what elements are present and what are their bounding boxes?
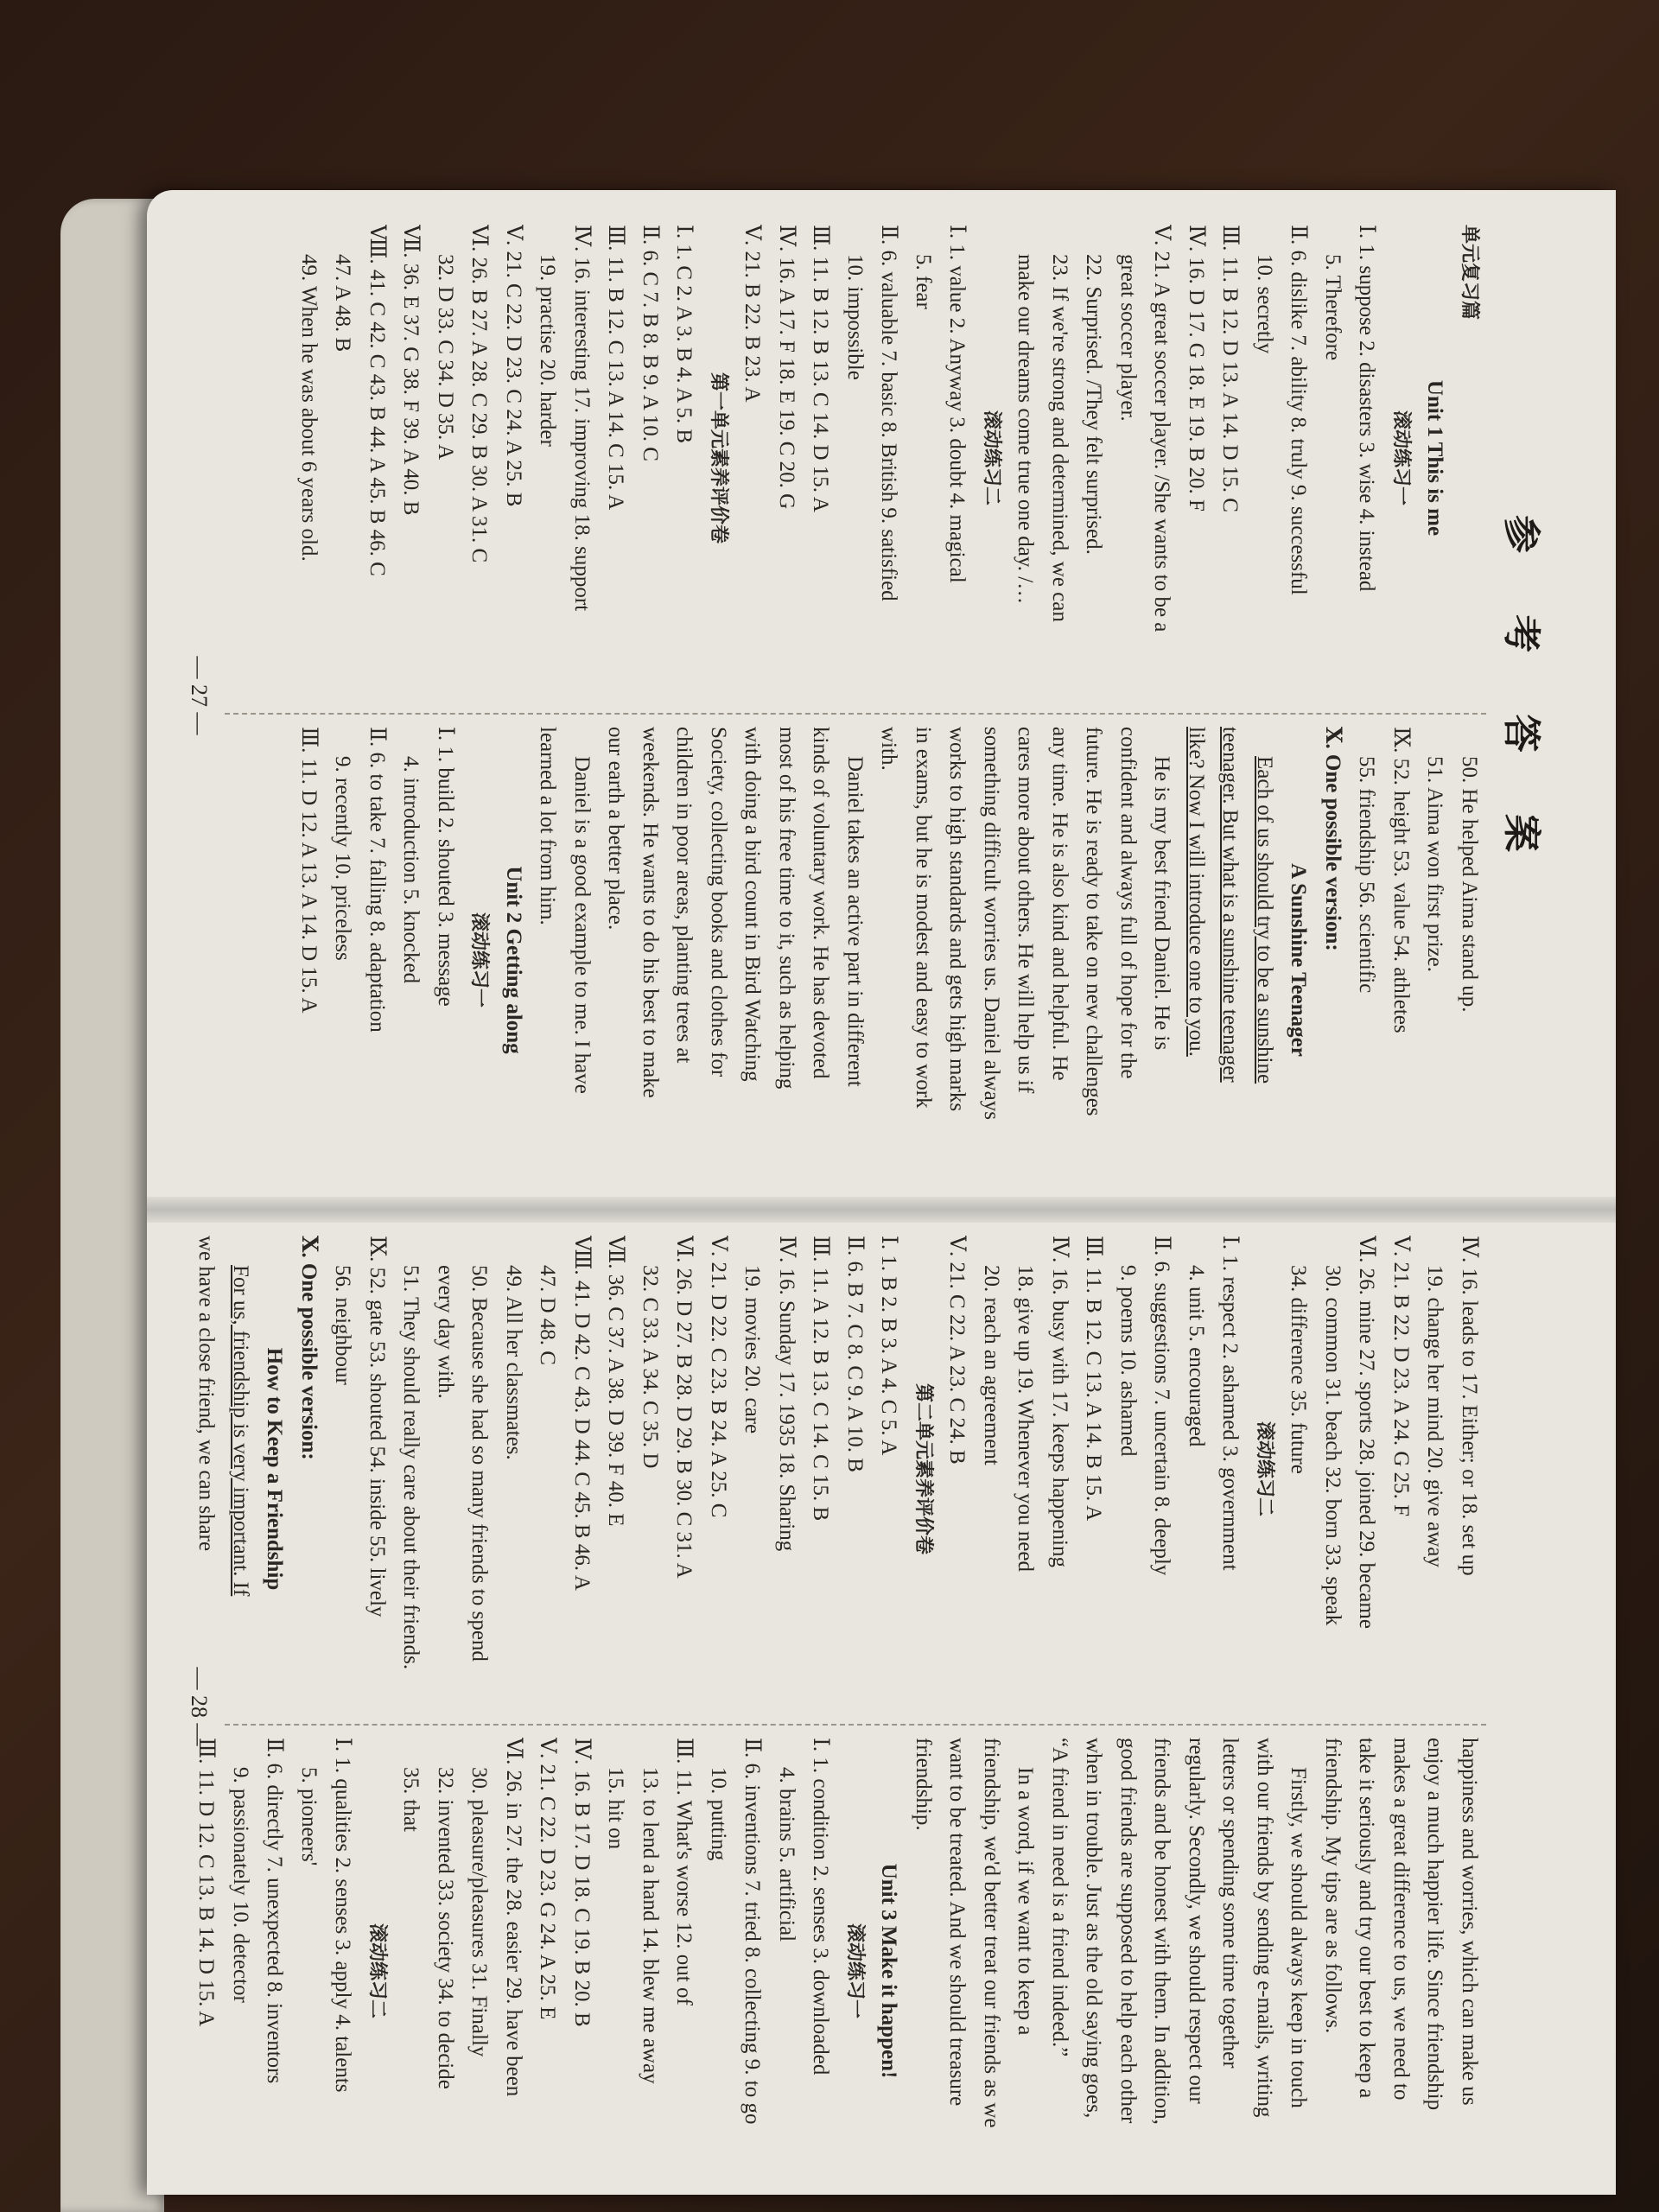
- answer-line: 5. Therefore: [1321, 254, 1344, 361]
- answer-line: kinds of voluntary work. He has devoted: [809, 727, 833, 1079]
- answer-line: 32. D 33. C 34. D 35. A: [434, 254, 457, 461]
- answer-line: regularly. Secondly, we should respect our: [1185, 1738, 1208, 2104]
- answer-line: Daniel takes an active part in different: [843, 756, 867, 1087]
- answer-line: want to be treated. And we should treasure: [945, 1738, 969, 2107]
- answer-line: with.: [877, 727, 901, 771]
- answer-line: 9. recently 10. priceless: [331, 756, 355, 961]
- answer-line: 滚动练习一: [844, 1923, 866, 2018]
- answer-line: Ⅲ. 11. D 12. A 13. A 14. D 15. A: [297, 727, 321, 1014]
- answer-line: Ⅹ. One possible version:: [297, 1236, 321, 1460]
- answer-line: 10. putting: [707, 1767, 730, 1861]
- answer-line: Ⅷ. 41. D 42. C 43. D 44. C 45. B 46. A: [570, 1236, 594, 1591]
- answer-line: take it seriously and try our best to keep a: [1355, 1738, 1379, 2099]
- answer-line: 49. All her classmates.: [502, 1265, 525, 1460]
- answer-line: happiness and worries, which can make us: [1458, 1738, 1481, 2106]
- answer-line: Each of us should try to be a sunshine: [1253, 756, 1276, 1084]
- answer-line: Ⅲ. 11. A 12. B 13. C 14. C 15. B: [809, 1236, 833, 1522]
- answer-line: enjoy a much happier life. Since friendship: [1423, 1738, 1447, 2111]
- answer-line: Ⅸ. 52. height 53. value 54. athletes: [1389, 727, 1413, 1033]
- answer-line: with our friends by sending e-mails, writing: [1253, 1738, 1276, 2118]
- answer-line: Ⅰ. 1. suppose 2. disasters 3. wise 4. instead: [1355, 225, 1379, 592]
- answer-line: 50. He helped Aima stand up.: [1458, 756, 1481, 1013]
- answer-line: 51. They should really care about their friends.: [399, 1265, 423, 1670]
- answer-line: friendship. My tips are as follows.: [1321, 1738, 1344, 2034]
- answer-line: 32. C 33. A 34. C 35. D: [639, 1265, 662, 1469]
- answer-line: every day with.: [434, 1265, 457, 1399]
- answer-line: “A friend in need is a friend indeed.”: [1048, 1738, 1071, 2057]
- answer-line: in exams, but he is modest and easy to work: [912, 727, 935, 1109]
- answer-line: something difficult worries us. Daniel always: [980, 727, 1003, 1121]
- answer-line: Ⅳ. 16. busy with 17. keeps happening: [1048, 1236, 1071, 1567]
- page-28-left-column: [189, 1236, 1486, 1702]
- answer-line: good friends are supposed to help each other: [1116, 1738, 1140, 2124]
- answer-line: Ⅲ. 11. B 12. D 13. A 14. D 15. C: [1218, 225, 1243, 512]
- answer-line: Unit 1 This is me: [1423, 379, 1447, 537]
- answer-line: A Sunshine Teenager: [1287, 863, 1311, 1057]
- answer-line: Ⅱ. 6. valuable 7. basic 8. British 9. satisfied: [877, 225, 901, 601]
- answer-line: works to high standards and gets high marks: [945, 727, 969, 1112]
- answer-line: Ⅳ. 16. A 17. F 18. E 19. C 20. G: [775, 225, 798, 510]
- answer-line: Ⅶ. 36. E 37. G 38. F 39. A 40. B: [399, 225, 423, 516]
- answer-line: 滚动练习二: [1254, 1421, 1275, 1516]
- answer-line: Ⅵ. 26. B 27. A 28. C 29. B 30. A 31. C: [467, 225, 492, 563]
- answer-line: Ⅰ. 1. condition 2. senses 3. downloaded: [809, 1738, 833, 2075]
- answer-line: 单元复习篇: [1459, 225, 1480, 321]
- answer-line: Ⅱ. 6. to take 7. falling 8. adaptation: [365, 727, 389, 1033]
- answer-line: Ⅵ. 26. mine 27. sports 28. joined 29. became: [1355, 1236, 1379, 1629]
- page-number: — 28 —: [187, 1667, 212, 1746]
- answer-line: Ⅹ. One possible version:: [1321, 727, 1344, 951]
- answer-line: Society, collecting books and clothes for: [707, 727, 730, 1077]
- answer-line: Ⅴ. 21. C 22. D 23. C 24. A 25. B: [502, 225, 525, 507]
- page-number: — 27 —: [187, 656, 212, 735]
- answer-line: 51. Aima won first prize.: [1423, 756, 1447, 972]
- answer-line: 35. that: [399, 1767, 423, 1832]
- answer-line: Ⅱ. 6. inventions 7. tried 8. collecting 9. to go: [741, 1738, 765, 2125]
- answer-line: 30. common 31. beach 32. born 33. speak: [1321, 1265, 1344, 1626]
- answer-line: Ⅳ. 16. D 17. G 18. E 19. B 20. F: [1185, 225, 1208, 512]
- rotated-content: [181, 207, 1564, 2195]
- answer-line: like? Now I will introduce one to you.: [1185, 727, 1208, 1057]
- answer-line: Ⅲ. 11. B 12. B 13. C 14. D 15. A: [809, 225, 833, 512]
- answer-line: 34. difference 35. future: [1287, 1265, 1311, 1474]
- answer-line: Ⅱ. 6. directly 7. unexpected 8. inventors: [263, 1738, 287, 2084]
- answer-line: 滚动练习二: [366, 1923, 388, 2018]
- answer-line: Ⅰ. 1. value 2. Anyway 3. doubt 4. magical: [945, 225, 969, 583]
- answer-line: He is my best friend Daniel. He is: [1150, 756, 1174, 1051]
- answer-line: For us, friendship is very important. If: [229, 1265, 252, 1597]
- answer-line: Ⅳ. 16. B 17. D 18. C 19. B 20. B: [570, 1738, 594, 2027]
- page-27-left-column: [292, 225, 1487, 691]
- answer-line: letters or spending some time together: [1218, 1738, 1243, 2069]
- answer-line: friendship, we'd better treat our friends as we: [980, 1738, 1003, 2128]
- answer-line: Ⅷ. 41. C 42. C 43. B 44. A 45. B 46. C: [365, 225, 389, 576]
- answer-line: 15. hit on: [604, 1767, 628, 1850]
- answer-line: 10. impossible: [843, 254, 867, 380]
- answer-line: friendship.: [912, 1738, 935, 1831]
- answer-line: makes a great difference to us, we need to: [1389, 1738, 1413, 2101]
- answer-line: 5. fear: [912, 254, 935, 309]
- answer-line: 滚动练习一: [468, 912, 491, 1007]
- answer-line: 9. passionately 10. detector: [229, 1767, 252, 2003]
- answer-line: 19. movies 20. care: [741, 1265, 765, 1434]
- answer-line: when in trouble. Just as the old saying goes,: [1082, 1738, 1106, 2119]
- page-title: 参 考 答 案: [1499, 515, 1543, 876]
- answer-line: we have a close friend, we can share: [194, 1236, 219, 1552]
- answer-line: 55. friendship 56. scientific: [1355, 756, 1379, 994]
- answer-line: 滚动练习一: [1390, 410, 1412, 505]
- answer-line: with doing a bird count in Bird Watching: [741, 727, 765, 1082]
- page-28: [181, 1218, 1564, 2195]
- answer-line: 50. Because she had so many friends to spend: [467, 1265, 492, 1662]
- answer-line: most of his free time to it, such as helping: [775, 727, 798, 1090]
- answer-line: Ⅱ. 6. C 7. B 8. B 9. A 10. C: [639, 225, 662, 461]
- answer-line: weekends. He wants to do his best to make: [639, 727, 662, 1098]
- answer-line: confident and always full of hope for the: [1116, 727, 1140, 1079]
- answer-line: Ⅴ. 21. D 22. C 23. B 24. A 25. C: [707, 1236, 730, 1518]
- answer-line: Ⅳ. 16. interesting 17. improving 18. support: [570, 225, 594, 612]
- answer-line: 4. brains 5. artificial: [775, 1767, 798, 1942]
- answer-line: 30. pleasure/pleasures 31. Finally: [467, 1767, 492, 2057]
- answer-line: teenager. But what is a sunshine teenager: [1218, 727, 1243, 1083]
- answer-line: Ⅴ. 21. B 22. B 23. A: [741, 225, 765, 403]
- answer-line: 20. reach an agreement: [980, 1265, 1003, 1465]
- answer-line: 5. pioneers': [297, 1767, 321, 1866]
- answer-line: Ⅱ. 6. B 7. C 8. C 9. A 10. B: [843, 1236, 867, 1472]
- answer-line: 4. introduction 5. knocked: [399, 756, 423, 984]
- answer-line: Unit 3 Make it happen!: [877, 1863, 901, 2079]
- answer-line: Ⅵ. 26. in 27. the 28. easier 29. have been: [502, 1738, 525, 2097]
- answer-line: 9. poems 10. ashamed: [1116, 1265, 1140, 1457]
- answer-line: 滚动练习二: [981, 410, 1002, 505]
- answer-line: Daniel is a good example to me. I have: [570, 756, 594, 1094]
- answer-line: Ⅲ. 11. D 12. C 13. B 14. D 15. A: [194, 1738, 219, 2027]
- answer-line: How to Keep a Friendship: [263, 1347, 287, 1591]
- answer-line: Ⅲ. 11. What's worse 12. out of: [672, 1738, 696, 2005]
- answer-line: 32. invented 33. society 34. to decide: [434, 1767, 457, 2089]
- answer-line: Ⅴ. 21. C 22. A 23. C 24. B: [945, 1236, 969, 1465]
- answer-line: Ⅳ. 16. leads to 17. Either; or 18. set up: [1458, 1236, 1481, 1576]
- answer-line: 13. to lend a hand 14. blew me away: [639, 1767, 662, 2084]
- answer-line: Ⅱ. 6. dislike 7. ability 8. truly 9. successful: [1287, 225, 1311, 595]
- page-28-right-column: [194, 1724, 1486, 2204]
- answer-line: 47. A 48. B: [331, 254, 355, 353]
- answer-line: Ⅰ. 1. B 2. B 3. A 4. C 5. A: [877, 1236, 901, 1456]
- answer-line: 19. practise 20. harder: [536, 254, 560, 447]
- answer-line: 49. When he was about 6 years old.: [297, 254, 321, 562]
- answer-line: 47. D 48. C: [536, 1265, 560, 1365]
- answer-line: 第一单元素养评价卷: [708, 372, 729, 543]
- answer-line: Ⅴ. 21. C 22. D 23. G 24. A 25. E: [536, 1738, 560, 2020]
- answer-line: Ⅰ. 1. C 2. A 3. B 4. A 5. B: [672, 225, 696, 443]
- answer-line: any time. He is also kind and helpful. He: [1048, 727, 1071, 1081]
- answer-line: In a word, if we want to keep a: [1014, 1767, 1038, 2036]
- answer-line: Ⅰ. 1. qualities 2. senses 3. apply 4. talents: [331, 1738, 355, 2093]
- answer-line: 23. If we're strong and determined, we can: [1048, 254, 1071, 622]
- answer-line: Ⅱ. 6. suggestions 7. uncertain 8. deeply: [1150, 1236, 1174, 1576]
- answer-line: Unit 2 Getting along: [502, 866, 525, 1054]
- answer-line: our earth a better place.: [604, 727, 628, 931]
- answer-line: Ⅸ. 52. gate 53. shouted 54. inside 55. lively: [365, 1236, 389, 1618]
- answer-line: Ⅲ. 11. B 12. C 13. A 14. B 15. A: [1082, 1236, 1106, 1522]
- answer-line: cares more about others. He will help us if: [1014, 727, 1038, 1094]
- answer-line: 18. give up 19. Whenever you need: [1014, 1265, 1038, 1572]
- answer-line: Ⅳ. 16. Sunday 17. 1935 18. Sharing: [775, 1236, 798, 1552]
- page-27: [181, 207, 1564, 1184]
- answer-line: Ⅵ. 26. D 27. B 28. D 29. B 30. C 31. A: [672, 1236, 696, 1579]
- page-27-right-column: [225, 713, 1486, 1193]
- answer-line: 22. Surprised. /They felt surprised.: [1082, 254, 1106, 555]
- answer-line: 19. change her mind 20. give away: [1423, 1265, 1447, 1567]
- answer-line: Ⅰ. 1. build 2. shouted 3. message: [434, 727, 457, 1007]
- answer-line: friends and be honest with them. In addition,: [1150, 1738, 1174, 2125]
- answer-line: 4. unit 5. encouraged: [1185, 1265, 1208, 1447]
- answer-line: Ⅴ. 21. A great soccer player. /She wants to be a: [1150, 225, 1174, 632]
- answer-line: children in poor areas, planting trees at: [672, 727, 696, 1064]
- answer-line: learned a lot from him.: [536, 727, 560, 925]
- answer-line: Ⅴ. 21. B 22. D 23. A 24. G 25. F: [1389, 1236, 1413, 1517]
- answer-line: 10. secretly: [1253, 254, 1276, 354]
- answer-line: 56. neighbour: [331, 1265, 355, 1385]
- answer-line: Ⅰ. 1. respect 2. ashamed 3. government: [1218, 1236, 1243, 1571]
- answer-line: Firstly, we should always keep in touch: [1287, 1767, 1311, 2108]
- answer-line: 第二单元素养评价卷: [912, 1382, 934, 1554]
- answer-line: make our dreams come true one day. /…: [1014, 254, 1038, 605]
- answer-line: Ⅲ. 11. B 12. C 13. A 14. C 15. A: [604, 225, 628, 511]
- answer-line: future. He is ready to take on new challenges: [1082, 727, 1106, 1116]
- answer-line: Ⅶ. 36. C 37. A 38. D 39. F 40. E: [604, 1236, 628, 1527]
- answer-line: great soccer player.: [1116, 254, 1140, 422]
